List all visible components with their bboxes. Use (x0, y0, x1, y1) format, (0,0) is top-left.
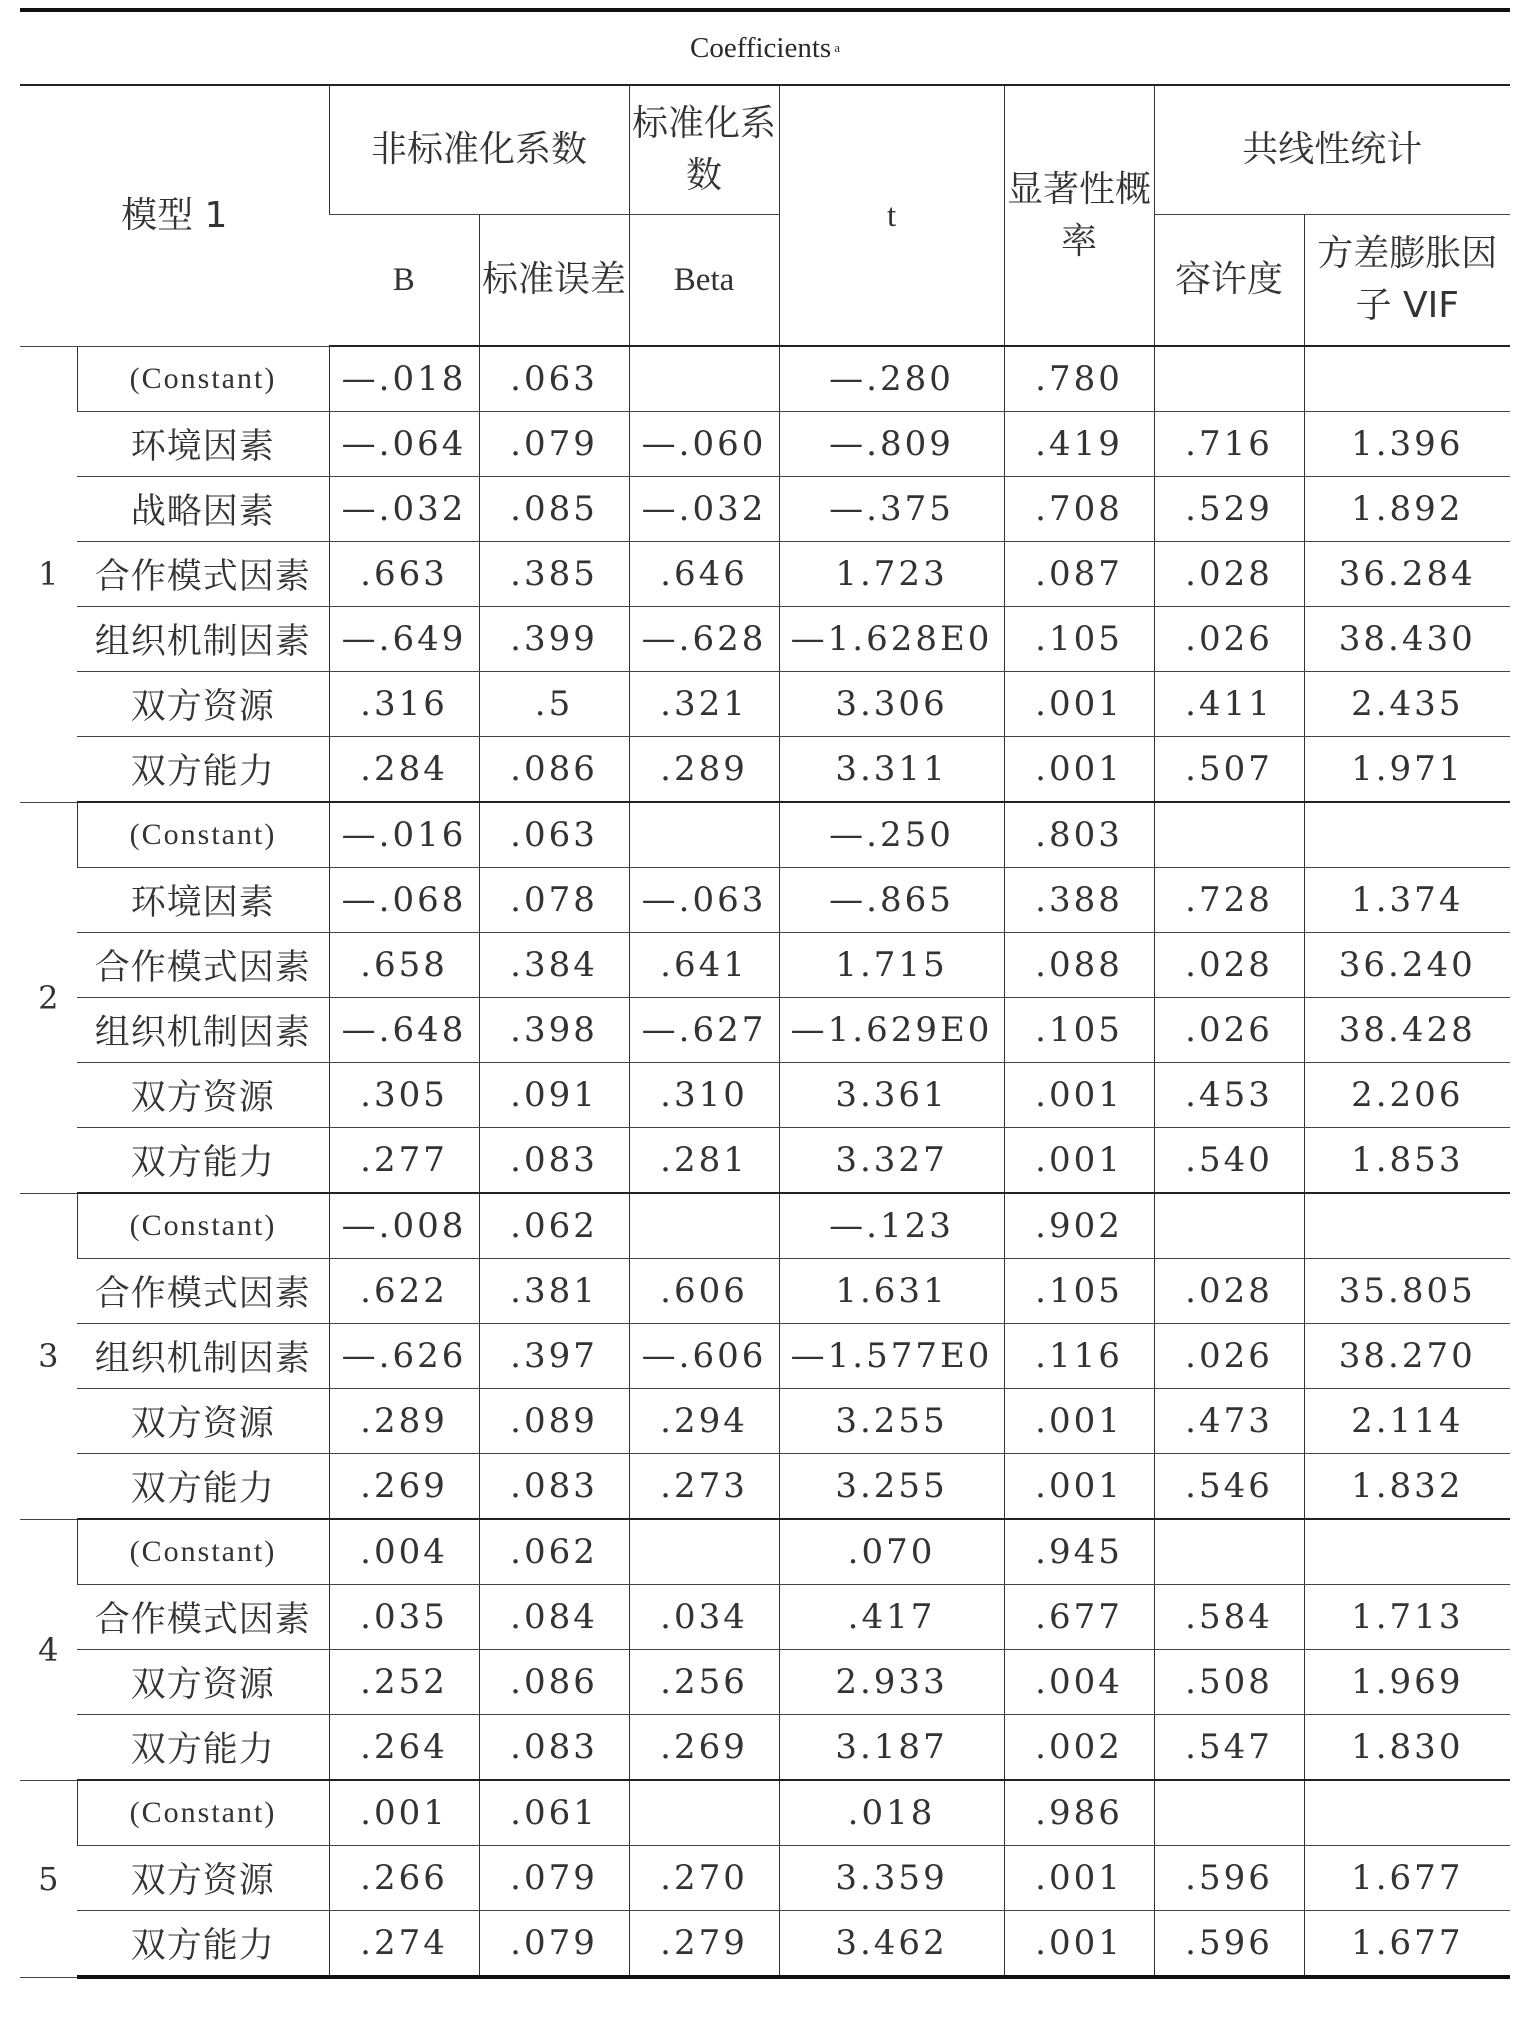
t-cell: .417 (779, 1585, 1004, 1650)
tolerance-cell: .584 (1154, 1585, 1304, 1650)
variable-name-cell: 双方资源 (77, 672, 329, 737)
significance-cell: .001 (1004, 1454, 1154, 1520)
vif-cell: 38.270 (1304, 1324, 1510, 1389)
b-cell: —.068 (329, 868, 479, 933)
beta-cell (629, 802, 779, 868)
variable-name-cell: 环境因素 (77, 868, 329, 933)
t-cell: 3.311 (779, 737, 1004, 803)
vif-cell: 38.428 (1304, 998, 1510, 1063)
t-cell: 3.361 (779, 1063, 1004, 1128)
tolerance-cell: .026 (1154, 1324, 1304, 1389)
vif-cell: 1.853 (1304, 1128, 1510, 1194)
table-row (20, 933, 1510, 998)
table-row (20, 1650, 1510, 1715)
variable-name-cell: 双方能力 (77, 1911, 329, 1978)
significance-cell: .105 (1004, 607, 1154, 672)
t-cell: 1.715 (779, 933, 1004, 998)
model-number-cell: 1 (20, 346, 77, 802)
std-error-cell: .385 (479, 542, 629, 607)
std-error-cell: .091 (479, 1063, 629, 1128)
beta-cell: .289 (629, 737, 779, 803)
table-row (20, 672, 1510, 737)
header-collinearity: 共线性统计 (1154, 86, 1510, 215)
tolerance-cell: .028 (1154, 1259, 1304, 1324)
beta-cell: —.060 (629, 412, 779, 477)
beta-cell: —.063 (629, 868, 779, 933)
model-number-cell: 2 (20, 802, 77, 1193)
table-caption-text: Coefficients (690, 31, 832, 64)
vif-cell (1304, 346, 1510, 412)
t-cell: 3.306 (779, 672, 1004, 737)
std-error-cell: .089 (479, 1389, 629, 1454)
variable-name-cell: 双方能力 (77, 1128, 329, 1194)
std-error-cell: .086 (479, 1650, 629, 1715)
table-row (20, 1259, 1510, 1324)
t-cell: —.865 (779, 868, 1004, 933)
b-cell: —.016 (329, 802, 479, 868)
std-error-cell: .063 (479, 346, 629, 412)
b-cell: —.626 (329, 1324, 479, 1389)
t-cell: 1.723 (779, 542, 1004, 607)
tolerance-cell (1154, 1519, 1304, 1585)
t-cell: 3.359 (779, 1846, 1004, 1911)
std-error-cell: .084 (479, 1585, 629, 1650)
tolerance-cell: .028 (1154, 933, 1304, 998)
table-body (20, 346, 1510, 1977)
b-cell: —.018 (329, 346, 479, 412)
vif-cell: 1.892 (1304, 477, 1510, 542)
b-cell: .274 (329, 1911, 479, 1978)
variable-name-cell: 合作模式因素 (77, 1259, 329, 1324)
beta-cell (629, 1519, 779, 1585)
std-error-cell: .063 (479, 802, 629, 868)
t-cell: —.809 (779, 412, 1004, 477)
header-row-1 (20, 86, 1510, 215)
b-cell: .266 (329, 1846, 479, 1911)
tolerance-cell: .540 (1154, 1128, 1304, 1194)
vif-cell: 1.971 (1304, 737, 1510, 803)
significance-cell: .002 (1004, 1715, 1154, 1781)
t-cell: —.280 (779, 346, 1004, 412)
t-cell: 1.631 (779, 1259, 1004, 1324)
b-cell: .663 (329, 542, 479, 607)
table-row (20, 1519, 1510, 1585)
b-cell: .004 (329, 1519, 479, 1585)
std-error-cell: .061 (479, 1780, 629, 1846)
b-cell: .264 (329, 1715, 479, 1781)
b-cell: .035 (329, 1585, 479, 1650)
beta-cell: .606 (629, 1259, 779, 1324)
vif-cell: 36.240 (1304, 933, 1510, 998)
table-row (20, 998, 1510, 1063)
tolerance-cell: .596 (1154, 1911, 1304, 1978)
t-cell: —1.577E0 (779, 1324, 1004, 1389)
beta-cell: .269 (629, 1715, 779, 1781)
significance-cell: .105 (1004, 998, 1154, 1063)
vif-cell (1304, 1780, 1510, 1846)
t-cell: 3.327 (779, 1128, 1004, 1194)
beta-cell: .294 (629, 1389, 779, 1454)
tolerance-cell (1154, 1193, 1304, 1259)
vif-cell (1304, 1519, 1510, 1585)
t-cell: .018 (779, 1780, 1004, 1846)
variable-name-cell: 合作模式因素 (77, 1585, 329, 1650)
significance-cell: .986 (1004, 1780, 1154, 1846)
variable-name-cell: 组织机制因素 (77, 1324, 329, 1389)
header-t: t (779, 86, 1004, 346)
vif-cell: 2.435 (1304, 672, 1510, 737)
significance-cell: .388 (1004, 868, 1154, 933)
tolerance-cell: .411 (1154, 672, 1304, 737)
variable-name-cell: 双方资源 (77, 1846, 329, 1911)
b-cell: —.064 (329, 412, 479, 477)
std-error-cell: .062 (479, 1519, 629, 1585)
beta-cell: .273 (629, 1454, 779, 1520)
tolerance-cell: .728 (1154, 868, 1304, 933)
t-cell: 3.255 (779, 1389, 1004, 1454)
significance-cell: .419 (1004, 412, 1154, 477)
vif-cell (1304, 802, 1510, 868)
variable-name-cell: (Constant) (77, 802, 329, 868)
std-error-cell: .5 (479, 672, 629, 737)
table-row (20, 1324, 1510, 1389)
b-cell: .277 (329, 1128, 479, 1194)
variable-name-cell: 双方资源 (77, 1063, 329, 1128)
t-cell: —.375 (779, 477, 1004, 542)
tolerance-cell: .547 (1154, 1715, 1304, 1781)
model-number-cell: 5 (20, 1780, 77, 1977)
tolerance-cell: .453 (1154, 1063, 1304, 1128)
beta-cell: —.606 (629, 1324, 779, 1389)
header-b: B (329, 215, 479, 347)
significance-cell: .004 (1004, 1650, 1154, 1715)
variable-name-cell: 双方能力 (77, 1715, 329, 1781)
significance-cell: .001 (1004, 1389, 1154, 1454)
variable-name-cell: 合作模式因素 (77, 933, 329, 998)
table-row (20, 1715, 1510, 1781)
std-error-cell: .384 (479, 933, 629, 998)
vif-cell: 1.969 (1304, 1650, 1510, 1715)
t-cell: 3.187 (779, 1715, 1004, 1781)
t-cell: —1.629E0 (779, 998, 1004, 1063)
table-row (20, 1780, 1510, 1846)
t-cell: 3.255 (779, 1454, 1004, 1520)
table-row (20, 1454, 1510, 1520)
b-cell: —.649 (329, 607, 479, 672)
b-cell: —.032 (329, 477, 479, 542)
significance-cell: .105 (1004, 1259, 1154, 1324)
beta-cell: .256 (629, 1650, 779, 1715)
beta-cell: .034 (629, 1585, 779, 1650)
header-significance: 显著性概率 (1004, 86, 1154, 346)
caption-footnote-marker: a (834, 40, 840, 55)
t-cell: —1.628E0 (779, 607, 1004, 672)
beta-cell: .646 (629, 542, 779, 607)
std-error-cell: .079 (479, 412, 629, 477)
table-row (20, 1389, 1510, 1454)
significance-cell: .001 (1004, 1063, 1154, 1128)
t-cell: —.123 (779, 1193, 1004, 1259)
table-row (20, 412, 1510, 477)
model-number-cell: 4 (20, 1519, 77, 1780)
header-unstandardized: 非标准化系数 (329, 86, 629, 215)
variable-name-cell: 组织机制因素 (77, 607, 329, 672)
b-cell: .316 (329, 672, 479, 737)
beta-cell (629, 1780, 779, 1846)
beta-cell (629, 1193, 779, 1259)
significance-cell: .803 (1004, 802, 1154, 868)
significance-cell: .677 (1004, 1585, 1154, 1650)
significance-cell: .001 (1004, 737, 1154, 803)
std-error-cell: .381 (479, 1259, 629, 1324)
table-row (20, 1063, 1510, 1128)
tolerance-cell: .546 (1154, 1454, 1304, 1520)
header-standardized: 标准化系数 (629, 86, 779, 215)
significance-cell: .087 (1004, 542, 1154, 607)
beta-cell (629, 346, 779, 412)
variable-name-cell: (Constant) (77, 346, 329, 412)
beta-cell: .279 (629, 1911, 779, 1978)
vif-cell: 1.396 (1304, 412, 1510, 477)
tolerance-cell: .596 (1154, 1846, 1304, 1911)
table-row (20, 1193, 1510, 1259)
variable-name-cell: 双方能力 (77, 1454, 329, 1520)
b-cell: .252 (329, 1650, 479, 1715)
vif-cell: 2.206 (1304, 1063, 1510, 1128)
variable-name-cell: (Constant) (77, 1193, 329, 1259)
vif-cell (1304, 1193, 1510, 1259)
variable-name-cell: 环境因素 (77, 412, 329, 477)
tolerance-cell: .026 (1154, 607, 1304, 672)
variable-name-cell: 双方资源 (77, 1389, 329, 1454)
significance-cell: .902 (1004, 1193, 1154, 1259)
b-cell: .001 (329, 1780, 479, 1846)
std-error-cell: .083 (479, 1128, 629, 1194)
t-cell: 2.933 (779, 1650, 1004, 1715)
vif-cell: 38.430 (1304, 607, 1510, 672)
significance-cell: .001 (1004, 672, 1154, 737)
table-row (20, 1846, 1510, 1911)
b-cell: .305 (329, 1063, 479, 1128)
t-cell: —.250 (779, 802, 1004, 868)
std-error-cell: .062 (479, 1193, 629, 1259)
significance-cell: .708 (1004, 477, 1154, 542)
header-vif: 方差膨胀因子 VIF (1304, 215, 1510, 347)
table-row (20, 737, 1510, 803)
t-cell: .070 (779, 1519, 1004, 1585)
variable-name-cell: (Constant) (77, 1780, 329, 1846)
beta-cell: .641 (629, 933, 779, 998)
significance-cell: .780 (1004, 346, 1154, 412)
header-tolerance: 容许度 (1154, 215, 1304, 347)
b-cell: .269 (329, 1454, 479, 1520)
vif-cell: 1.677 (1304, 1911, 1510, 1978)
b-cell: .289 (329, 1389, 479, 1454)
vif-cell: 36.284 (1304, 542, 1510, 607)
variable-name-cell: 战略因素 (77, 477, 329, 542)
variable-name-cell: 组织机制因素 (77, 998, 329, 1063)
beta-cell: .270 (629, 1846, 779, 1911)
tolerance-cell (1154, 1780, 1304, 1846)
std-error-cell: .083 (479, 1715, 629, 1781)
tolerance-cell: .507 (1154, 737, 1304, 803)
significance-cell: .001 (1004, 1911, 1154, 1978)
tolerance-cell: .529 (1154, 477, 1304, 542)
beta-cell: —.032 (629, 477, 779, 542)
b-cell: —.648 (329, 998, 479, 1063)
tolerance-cell: .026 (1154, 998, 1304, 1063)
std-error-cell: .397 (479, 1324, 629, 1389)
beta-cell: .281 (629, 1128, 779, 1194)
significance-cell: .001 (1004, 1846, 1154, 1911)
vif-cell: 1.830 (1304, 1715, 1510, 1781)
beta-cell: —.628 (629, 607, 779, 672)
tolerance-cell: .508 (1154, 1650, 1304, 1715)
tolerance-cell: .473 (1154, 1389, 1304, 1454)
vif-cell: 1.832 (1304, 1454, 1510, 1520)
b-cell: .284 (329, 737, 479, 803)
table-row (20, 1128, 1510, 1194)
significance-cell: .945 (1004, 1519, 1154, 1585)
b-cell: —.008 (329, 1193, 479, 1259)
header-beta: Beta (629, 215, 779, 347)
vif-cell: 1.677 (1304, 1846, 1510, 1911)
table-row (20, 802, 1510, 868)
std-error-cell: .085 (479, 477, 629, 542)
table-row (20, 607, 1510, 672)
table-row (20, 477, 1510, 542)
tolerance-cell: .028 (1154, 542, 1304, 607)
table-caption (20, 12, 1510, 86)
variable-name-cell: 双方能力 (77, 737, 329, 803)
beta-cell: .321 (629, 672, 779, 737)
table-row (20, 542, 1510, 607)
std-error-cell: .078 (479, 868, 629, 933)
std-error-cell: .079 (479, 1911, 629, 1978)
b-cell: .658 (329, 933, 479, 998)
model-number-cell: 3 (20, 1193, 77, 1519)
table-row (20, 868, 1510, 933)
coefficients-table (20, 86, 1510, 1979)
coefficients-table-sheet (20, 8, 1510, 1979)
std-error-cell: .083 (479, 1454, 629, 1520)
beta-cell: —.627 (629, 998, 779, 1063)
std-error-cell: .086 (479, 737, 629, 803)
table-row (20, 1585, 1510, 1650)
variable-name-cell: (Constant) (77, 1519, 329, 1585)
std-error-cell: .399 (479, 607, 629, 672)
significance-cell: .001 (1004, 1128, 1154, 1194)
t-cell: 3.462 (779, 1911, 1004, 1978)
variable-name-cell: 双方资源 (77, 1650, 329, 1715)
vif-cell: 1.713 (1304, 1585, 1510, 1650)
tolerance-cell (1154, 802, 1304, 868)
significance-cell: .088 (1004, 933, 1154, 998)
std-error-cell: .398 (479, 998, 629, 1063)
tolerance-cell: .716 (1154, 412, 1304, 477)
tolerance-cell (1154, 346, 1304, 412)
table-row (20, 346, 1510, 412)
std-error-cell: .079 (479, 1846, 629, 1911)
b-cell: .622 (329, 1259, 479, 1324)
vif-cell: 2.114 (1304, 1389, 1510, 1454)
vif-cell: 1.374 (1304, 868, 1510, 933)
variable-name-cell: 合作模式因素 (77, 542, 329, 607)
header-std-error: 标准误差 (479, 215, 629, 347)
table-row (20, 1911, 1510, 1978)
header-model: 模型 1 (20, 86, 329, 346)
beta-cell: .310 (629, 1063, 779, 1128)
significance-cell: .116 (1004, 1324, 1154, 1389)
vif-cell: 35.805 (1304, 1259, 1510, 1324)
